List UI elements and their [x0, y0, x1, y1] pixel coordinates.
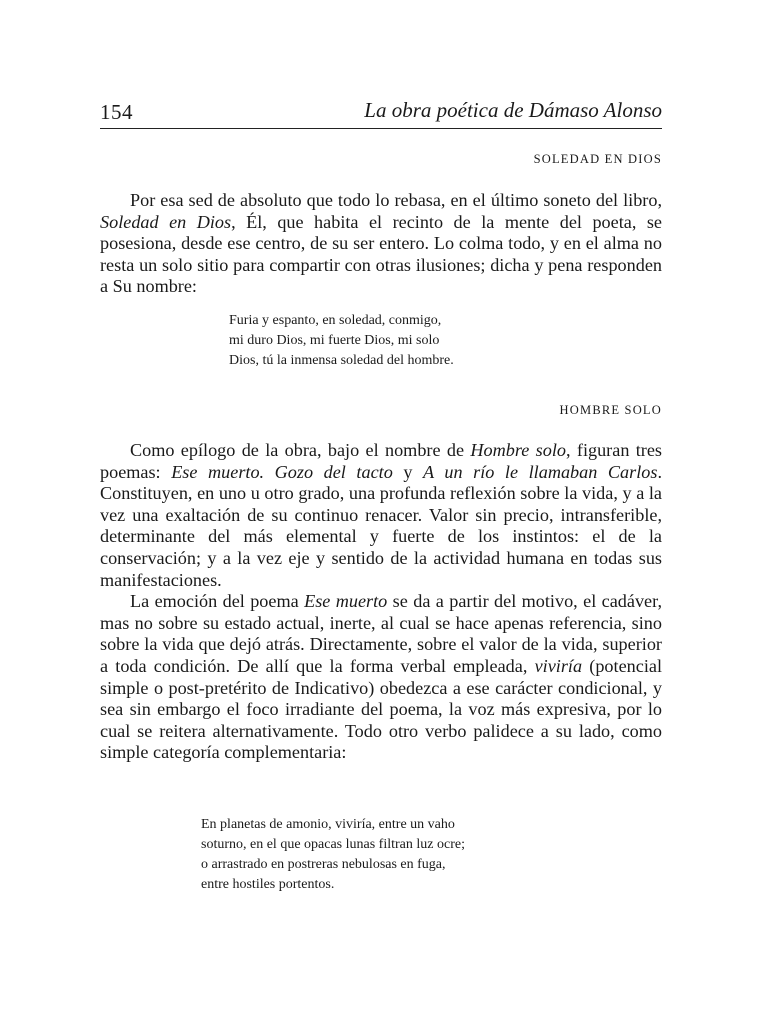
- section2-body: [100, 440, 662, 764]
- verse-line: Dios, tú la inmensa soledad del hombre.: [229, 353, 454, 368]
- paragraph: [100, 591, 662, 764]
- poem-title: Ese muerto: [304, 591, 388, 612]
- text-run: Por esa sed de absoluto que todo lo rebasa, en el último soneto del libro,: [130, 190, 662, 210]
- text-run: , Él, que habita el recinto de la mente del poeta, se posesiona, desde ese centro, de su ser entero. Lo colma todo, y en el alma no resta un solo sitio para compartir con otras ilusiones; dicha y pena responden a Su nombre:: [100, 211, 663, 297]
- text-run: se da a partir del motivo, el cadáver, mas no sobre su estado actual, inerte, al cual se hace apenas referencia, sino sobre la vida que dejó atrás. Directamente, sobre el valor de la vida, superior a toda condición. De allí que la forma verbal empleada,: [100, 591, 662, 676]
- verse-quote-2: [201, 815, 465, 895]
- text-run: y: [392, 461, 424, 482]
- paragraph: [100, 190, 662, 298]
- section1-body: [100, 190, 662, 298]
- text-run: , figuran tres poemas:: [100, 440, 663, 482]
- text-run: (potencial simple o post-pretérito de Indicativo) obedezca a ese carácter condicional, y sea sin embargo el foco irradiante del poema, la voz más expresiva, por lo cual se reitera alternativamente. Todo otro verbo palidece a su lado, como simple categoría complementaria:: [100, 655, 662, 763]
- book-title: Soledad en Dios: [100, 211, 232, 232]
- poem-title: Ese muerto. Gozo del tacto: [171, 461, 393, 482]
- verse-line: entre hostiles portentos.: [201, 877, 335, 892]
- text-run: La emoción del poema: [130, 591, 305, 612]
- text-run: . Constituyen, en uno u otro grado, una profunda reflexión sobre la vida, y a la vez una exaltación de su continuo renacer. Valor sin precio, intransferible, determinante del más elemental y fuerte de los instintos: el de la conservación; y a la vez eje y sentido de la actividad humana en todas sus manifestaciones.: [100, 461, 662, 590]
- verse-line: o arrastrado en postreras nebulosas en fuga,: [201, 857, 446, 872]
- text-run: Como epílogo de la obra, bajo el nombre de: [130, 440, 471, 460]
- verse-line: Furia y espanto, en soledad, conmigo,: [229, 313, 442, 328]
- section-heading-hombre: HOMBRE SOLO: [559, 403, 662, 417]
- page-header: [100, 98, 662, 129]
- verb-form: viviría: [534, 655, 583, 676]
- page-number: 154: [100, 100, 133, 124]
- verse-line: soturno, en el que opacas lunas filtran luz ocre;: [201, 837, 465, 852]
- running-title: La obra poética de Dámaso Alonso: [364, 98, 662, 122]
- book-title: Hombre solo: [470, 440, 566, 460]
- verse-line: En planetas de amonio, viviría, entre un vaho: [201, 817, 455, 832]
- paragraph: [100, 440, 662, 591]
- poem-title: A un río le llamaban Carlos: [423, 461, 658, 482]
- verse-line: mi duro Dios, mi fuerte Dios, mi solo: [229, 333, 440, 348]
- verse-quote-1: [229, 311, 454, 371]
- section-heading-soledad: SOLEDAD EN DIOS: [533, 152, 662, 166]
